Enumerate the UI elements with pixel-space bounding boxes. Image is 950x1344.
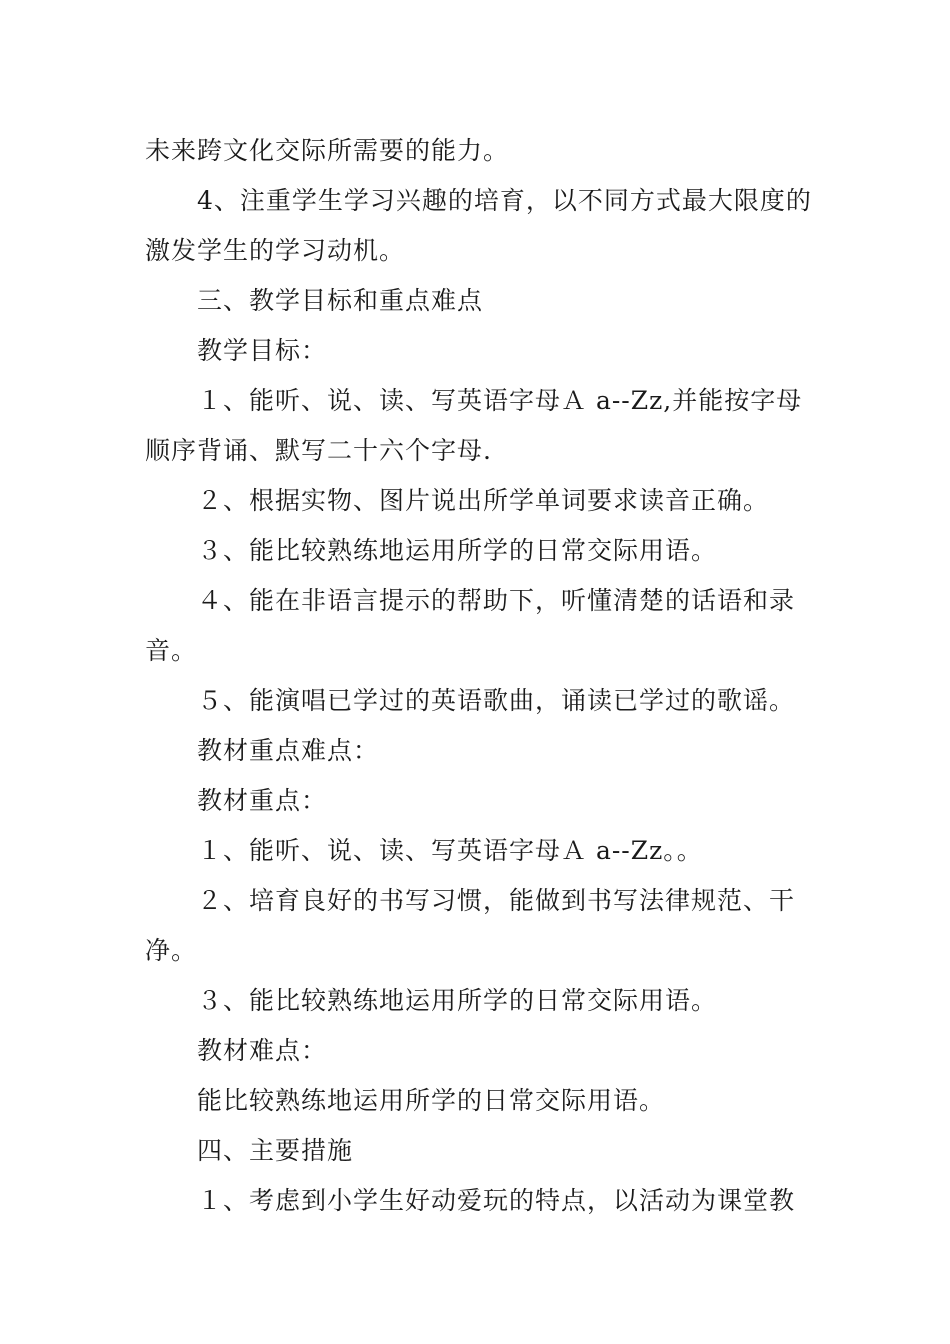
text-line: ４、能在非语言提示的帮助下，听懂清楚的话语和录 (197, 586, 796, 615)
text-line: 未来跨文化交际所需要的能力。 (145, 136, 510, 165)
text-line: 顺序背诵、默写二十六个字母. (145, 436, 492, 465)
text-line: １、能听、说、读、写英语字母Ａ a--Zz,并能按字母 (197, 386, 803, 415)
subsection-heading: 教材难点： (197, 1036, 328, 1065)
section-heading: 四、主要措施 (197, 1136, 354, 1165)
text-line: ５、能演唱已学过的英语歌曲，诵读已学过的歌谣。 (197, 686, 796, 715)
text-line: 能比较熟练地运用所学的日常交际用语。 (197, 1086, 666, 1115)
subsection-heading: 教学目标： (197, 336, 328, 365)
text-line: 音。 (145, 636, 198, 665)
text-line: １、考虑到小学生好动爱玩的特点，以活动为课堂教 (197, 1186, 796, 1215)
text-line: ２、培育良好的书写习惯，能做到书写法律规范、干 (197, 886, 796, 915)
text-line: 4、注重学生学习兴趣的培育，以不同方式最大限度的 (197, 186, 812, 215)
subsection-heading: 教材重点： (197, 786, 328, 815)
text-line: １、能听、说、读、写英语字母Ａ a--Zz。。 (197, 836, 703, 865)
subsection-heading: 教材重点难点： (197, 736, 380, 765)
section-heading: 三、教学目标和重点难点 (197, 286, 484, 315)
text-line: 净。 (145, 936, 198, 965)
text-line: ３、能比较熟练地运用所学的日常交际用语。 (197, 986, 718, 1015)
text-line: ２、根据实物、图片说出所学单词要求读音正确。 (197, 486, 770, 515)
text-line: ３、能比较熟练地运用所学的日常交际用语。 (197, 536, 718, 565)
text-line: 激发学生的学习动机。 (145, 236, 406, 265)
